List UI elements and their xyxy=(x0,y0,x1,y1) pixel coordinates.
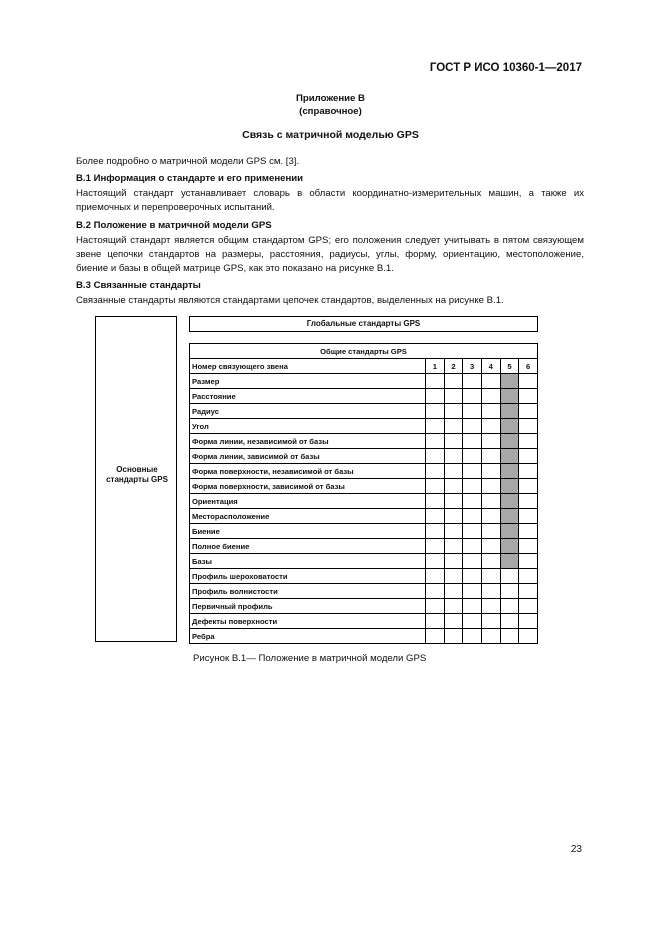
matrix-cell xyxy=(481,374,500,389)
row-label: Расстояние xyxy=(190,389,426,404)
link-number-3: 3 xyxy=(463,359,482,374)
fundamental-standards-label: Основные стандарты GPS xyxy=(106,465,168,484)
matrix-cell xyxy=(481,494,500,509)
appendix-title: Приложение В xyxy=(296,93,365,104)
row-label: Биение xyxy=(190,524,426,539)
table-row xyxy=(190,419,538,434)
matrix-cell xyxy=(426,584,445,599)
figure-caption: Рисунок В.1— Положение в матричной модели GPS xyxy=(193,653,427,664)
matrix-cell xyxy=(444,539,463,554)
matrix-cell xyxy=(481,524,500,539)
fundamental-standards-box xyxy=(95,316,177,642)
matrix-cell xyxy=(500,539,519,554)
matrix-cell xyxy=(426,374,445,389)
link-number-5: 5 xyxy=(500,359,519,374)
row-label: Радиус xyxy=(190,404,426,419)
matrix-cell xyxy=(463,569,482,584)
matrix-cell xyxy=(444,584,463,599)
matrix-cell xyxy=(463,374,482,389)
matrix-cell xyxy=(519,539,538,554)
matrix-cell xyxy=(444,599,463,614)
matrix-cell xyxy=(463,554,482,569)
matrix-cell xyxy=(519,449,538,464)
matrix-cell xyxy=(500,374,519,389)
matrix-cell xyxy=(463,419,482,434)
matrix-cell xyxy=(426,449,445,464)
matrix-cell xyxy=(500,599,519,614)
link-number-6: 6 xyxy=(519,359,538,374)
row-label: Форма поверхности, независимой от базы xyxy=(190,464,426,479)
matrix-cell xyxy=(481,599,500,614)
matrix-cell xyxy=(500,449,519,464)
matrix-cell xyxy=(481,554,500,569)
matrix-cell xyxy=(481,419,500,434)
table-row xyxy=(190,629,538,644)
matrix-cell xyxy=(426,599,445,614)
matrix-cell xyxy=(500,569,519,584)
matrix-cell xyxy=(444,449,463,464)
row-label: Профиль шероховатости xyxy=(190,569,426,584)
matrix-cell xyxy=(481,539,500,554)
table-row xyxy=(190,434,538,449)
matrix-cell xyxy=(426,389,445,404)
matrix-cell xyxy=(426,434,445,449)
matrix-cell xyxy=(426,509,445,524)
table-row xyxy=(190,539,538,554)
general-standards-table xyxy=(189,343,538,644)
matrix-cell xyxy=(519,614,538,629)
matrix-cell xyxy=(519,584,538,599)
matrix-cell xyxy=(463,434,482,449)
matrix-cell xyxy=(481,434,500,449)
matrix-cell xyxy=(463,509,482,524)
table-row xyxy=(190,449,538,464)
matrix-cell xyxy=(519,554,538,569)
matrix-cell xyxy=(444,404,463,419)
row-label: Первичный профиль xyxy=(190,599,426,614)
matrix-cell xyxy=(463,389,482,404)
matrix-cell xyxy=(519,434,538,449)
matrix-cell xyxy=(500,434,519,449)
appendix-heading: Связь с матричной моделью GPS xyxy=(242,129,419,141)
matrix-cell xyxy=(463,539,482,554)
appendix-subtitle: (справочное) xyxy=(299,106,362,117)
global-standards-box: Глобальные стандарты GPS xyxy=(189,316,538,332)
matrix-cell xyxy=(444,389,463,404)
row-label: Форма линии, зависимой от базы xyxy=(190,449,426,464)
matrix-cell xyxy=(444,554,463,569)
matrix-cell xyxy=(519,494,538,509)
matrix-cell xyxy=(500,464,519,479)
matrix-cell xyxy=(444,419,463,434)
matrix-cell xyxy=(463,449,482,464)
matrix-cell xyxy=(444,479,463,494)
table-row xyxy=(190,599,538,614)
matrix-cell xyxy=(444,524,463,539)
matrix-cell xyxy=(500,419,519,434)
section-b3-text: Связанные стандарты являются стандартами цепочек стандартов, выделенных на рисунке В.1. xyxy=(76,295,504,306)
matrix-cell xyxy=(444,434,463,449)
matrix-cell xyxy=(519,629,538,644)
link-number-4: 4 xyxy=(481,359,500,374)
row-label: Форма поверхности, зависимой от базы xyxy=(190,479,426,494)
table-row xyxy=(190,404,538,419)
matrix-cell xyxy=(463,479,482,494)
matrix-cell xyxy=(463,494,482,509)
matrix-cell xyxy=(519,404,538,419)
matrix-cell xyxy=(481,569,500,584)
section-b2-title: В.2 Положение в матричной модели GPS xyxy=(76,220,272,231)
matrix-cell xyxy=(463,464,482,479)
document-code: ГОСТ Р ИСО 10360-1—2017 xyxy=(429,62,582,74)
matrix-cell xyxy=(481,584,500,599)
matrix-cell xyxy=(444,464,463,479)
row-label: Дефекты поверхности xyxy=(190,614,426,629)
matrix-cell xyxy=(463,524,482,539)
matrix-cell xyxy=(519,509,538,524)
section-b1-text: Настоящий стандарт устанавливает словарь в области координатно-измерительных машин, а также их приемочных и перепроверочных испытаний. xyxy=(76,188,584,213)
matrix-cell xyxy=(481,464,500,479)
matrix-cell xyxy=(463,599,482,614)
section-b3-title: В.3 Связанные стандарты xyxy=(76,280,201,291)
row-label: Профиль волнистости xyxy=(190,584,426,599)
matrix-cell xyxy=(426,554,445,569)
matrix-cell xyxy=(463,629,482,644)
matrix-cell xyxy=(500,479,519,494)
matrix-cell xyxy=(426,569,445,584)
table-row xyxy=(190,389,538,404)
matrix-cell xyxy=(463,584,482,599)
link-number-1: 1 xyxy=(426,359,445,374)
matrix-cell xyxy=(426,614,445,629)
page-number: 23 xyxy=(570,844,582,855)
table-row xyxy=(190,464,538,479)
section-b2-text: Настоящий стандарт является общим стандартом GPS; его положения следует учитывать в пятом связующем звене цепочки стандартов на размеры, расстояния, радиусы, углы, форму, ориентацию, местоположение, биение и базы в общей матрице GPS, как это показано на рисунке В.1. xyxy=(76,235,584,274)
general-standards-label: Общие стандарты GPS xyxy=(190,344,538,359)
table-row xyxy=(190,494,538,509)
matrix-cell xyxy=(519,464,538,479)
matrix-cell xyxy=(519,569,538,584)
matrix-cell xyxy=(444,569,463,584)
intro-paragraph: Более подробно о матричной модели GPS см. [3]. xyxy=(76,156,300,167)
matrix-cell xyxy=(481,404,500,419)
matrix-cell xyxy=(463,614,482,629)
row-label: Полное биение xyxy=(190,539,426,554)
matrix-cell xyxy=(519,524,538,539)
gps-matrix-figure xyxy=(95,316,538,642)
table-row xyxy=(190,554,538,569)
matrix-cell xyxy=(426,524,445,539)
row-label: Размер xyxy=(190,374,426,389)
matrix-cell xyxy=(500,389,519,404)
table-row xyxy=(190,524,538,539)
table-row xyxy=(190,509,538,524)
matrix-cell xyxy=(500,509,519,524)
matrix-cell xyxy=(426,629,445,644)
matrix-cell xyxy=(481,389,500,404)
matrix-cell xyxy=(500,554,519,569)
matrix-cell xyxy=(444,614,463,629)
matrix-cell xyxy=(500,494,519,509)
row-label: Ориентация xyxy=(190,494,426,509)
section-b1-title: В.1 Информация о стандарте и его применении xyxy=(76,173,304,184)
matrix-cell xyxy=(444,374,463,389)
matrix-cell xyxy=(519,479,538,494)
matrix-cell xyxy=(426,539,445,554)
matrix-cell xyxy=(500,629,519,644)
matrix-cell xyxy=(519,599,538,614)
matrix-cell xyxy=(519,389,538,404)
matrix-cell xyxy=(481,629,500,644)
row-label: Базы xyxy=(190,554,426,569)
matrix-cell xyxy=(444,494,463,509)
matrix-cell xyxy=(463,404,482,419)
table-row xyxy=(190,569,538,584)
matrix-cell xyxy=(481,614,500,629)
matrix-cell xyxy=(481,479,500,494)
matrix-cell xyxy=(426,494,445,509)
link-number-2: 2 xyxy=(444,359,463,374)
row-label: Месторасположение xyxy=(190,509,426,524)
matrix-cell xyxy=(500,404,519,419)
matrix-cell xyxy=(500,524,519,539)
matrix-cell xyxy=(500,584,519,599)
link-number-header: Номер связующего звена xyxy=(190,359,426,374)
matrix-cell xyxy=(481,509,500,524)
table-row xyxy=(190,614,538,629)
matrix-cell xyxy=(426,419,445,434)
matrix-cell xyxy=(519,419,538,434)
table-row xyxy=(190,374,538,389)
row-label: Ребра xyxy=(190,629,426,644)
row-label: Форма линии, независимой от базы xyxy=(190,434,426,449)
matrix-cell xyxy=(426,404,445,419)
table-row xyxy=(190,479,538,494)
matrix-cell xyxy=(481,449,500,464)
matrix-cell xyxy=(426,479,445,494)
matrix-cell xyxy=(444,509,463,524)
table-row xyxy=(190,584,538,599)
matrix-cell xyxy=(500,614,519,629)
matrix-cell xyxy=(426,464,445,479)
matrix-cell xyxy=(519,374,538,389)
row-label: Угол xyxy=(190,419,426,434)
matrix-cell xyxy=(444,629,463,644)
